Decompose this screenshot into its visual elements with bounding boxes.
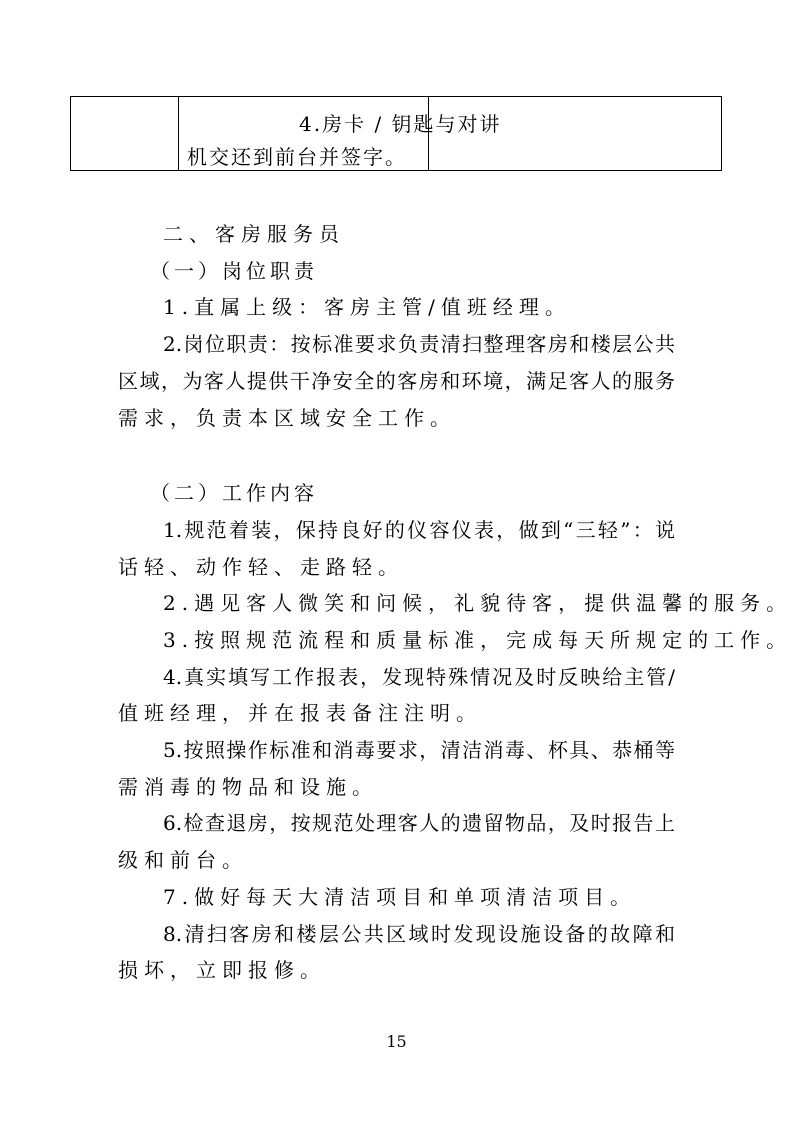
paragraph-line: 2.岗位职责：按标准要求负责清扫整理客房和楼层公共 [163,332,675,357]
subsection-heading: （二）工作内容 [150,481,318,506]
table-cell-line: 4.房卡 / 钥匙与对讲 [299,112,502,136]
page-number: 15 [386,1032,407,1051]
subsection-heading: （一）岗位职责 [150,258,318,283]
paragraph-line: 需求，负责本区域安全工作。 [118,405,456,430]
table [70,96,722,171]
paragraph-line: 5.按照操作标准和消毒要求，清洁消毒、杯具、恭桶等 [163,738,675,762]
section-heading: 二、客房服务员 [163,222,345,246]
paragraph-line: 1.规范着装，保持良好的仪容仪表，做到“三轻”：说 [163,517,675,542]
paragraph-line: 4.真实填写工作报表，发现特殊情况及时反映给主管/ [163,664,675,689]
table-divider [178,97,179,170]
paragraph-line: 2.遇见客人微笑和问候，礼貌待客，提供温馨的服务。 [163,591,793,616]
paragraph-line: 需消毒的物品和设施。 [118,774,378,799]
paragraph-line: 6.检查退房，按规范处理客人的遗留物品，及时报告上 [163,811,675,836]
paragraph-line: 7.做好每天大清洁项目和单项清洁项目。 [163,884,637,909]
paragraph-line: 话轻、动作轻、走路轻。 [118,554,404,579]
table-cell-line: 机交还到前台并签字。 [187,145,407,169]
paragraph-line: 8.清扫客房和楼层公共区域时发现设施设备的故障和 [163,921,675,946]
paragraph-line: 3.按照规范流程和质量标准，完成每天所规定的工作。 [163,627,793,652]
paragraph-line: 区域，为客人提供干净安全的客房和环境，满足客人的服务 [118,368,675,393]
paragraph-line: 损坏，立即报修。 [118,958,326,983]
paragraph-line: 1.直属上级：客房主管/值班经理。 [163,295,571,320]
paragraph-line: 值班经理，并在报表备注注明。 [118,701,482,726]
paragraph-line: 级和前台。 [118,848,248,873]
